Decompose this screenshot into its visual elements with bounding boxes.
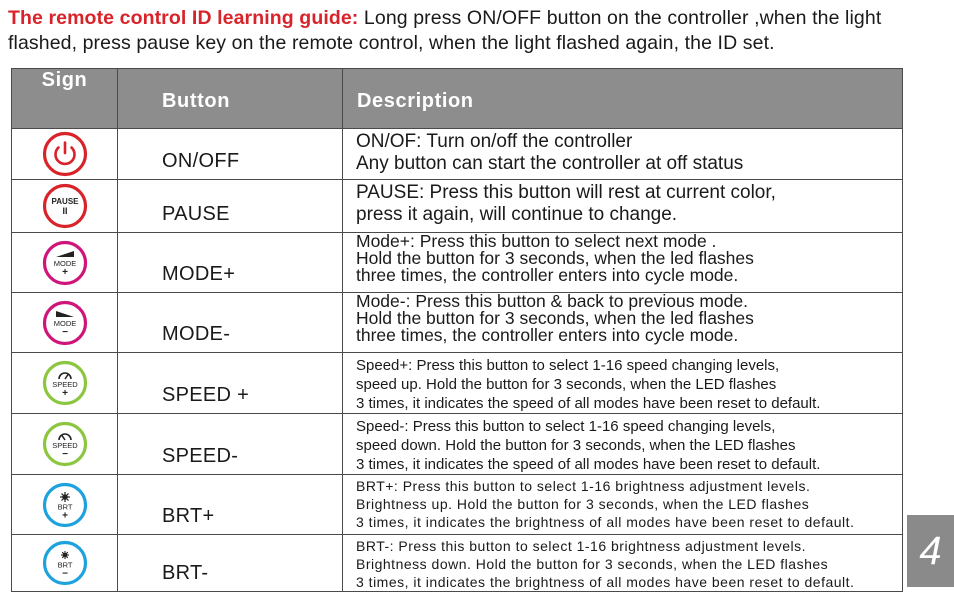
brt-minus-icon-sun: [61, 551, 69, 559]
description-line: 3 times, it indicates the speed of all modes have been reset to default.: [356, 456, 821, 473]
description-line: Hold the button for 3 seconds, when the led flashes: [356, 248, 754, 268]
brt-minus-icon-label: BRT: [57, 560, 72, 570]
header-sign: Sign: [12, 69, 118, 129]
table-row: [12, 180, 903, 233]
description-line: press it again, will continue to change.: [356, 204, 678, 225]
speed-plus-icon-label: SPEED: [51, 380, 78, 389]
brt-minus-icon: [42, 540, 88, 586]
sign-cell: [12, 353, 118, 414]
intro-text: Long press ON/OFF button on the controller ,when the light flashed, press pause key on the remote control, when the light flashed again, the ID set.: [8, 7, 882, 54]
button-name: PAUSE: [118, 180, 343, 233]
description-line: three times, the controller enters into cycle mode.: [356, 325, 739, 345]
speed-plus-icon-sign: +: [61, 388, 68, 399]
brt-plus-icon-label: BRT: [57, 502, 72, 511]
table-row: [12, 233, 903, 293]
description-line: BRT+: Press this button to select 1-16 brightness adjustment levels.: [356, 478, 811, 494]
button-name: MODE+: [118, 233, 343, 293]
description-line: 3 times, it indicates the speed of all modes have been reset to default.: [356, 395, 821, 412]
mode-plus-icon-label: MODE: [53, 258, 76, 268]
description-cell: [343, 233, 903, 293]
description-line: Mode-: Press this button & back to previous mode.: [356, 291, 748, 311]
speed-minus-icon-label: SPEED: [51, 441, 78, 450]
brt-minus-icon-sign: −: [61, 568, 68, 580]
description-line: three times, the controller enters into cycle mode.: [356, 265, 739, 285]
button-name: SPEED +: [118, 353, 343, 414]
mode-minus-icon: [42, 300, 88, 346]
table-row: [12, 535, 903, 592]
mode-minus-icon-sign: −: [61, 326, 68, 338]
sign-cell: [12, 233, 118, 293]
pause-icon-label: PAUSE: [51, 197, 78, 206]
sign-cell: [12, 180, 118, 233]
description-line: BRT-: Press this button to select 1-16 brightness adjustment levels.: [356, 538, 807, 554]
description-line: Hold the button for 3 seconds, when the led flashes: [356, 308, 754, 328]
description-line: Any button can start the controller at off status: [356, 153, 744, 174]
pause-icon-bars: II: [61, 206, 68, 216]
mode-plus-icon: [42, 240, 88, 286]
button-name: BRT+: [118, 475, 343, 535]
sign-cell: [12, 535, 118, 592]
description-cell: [343, 475, 903, 535]
intro-heading: The remote control ID learning guide:: [8, 7, 359, 29]
mode-plus-icon-sign: +: [61, 266, 68, 278]
description-cell: [343, 293, 903, 353]
pause-icon: [42, 183, 88, 229]
description-cell: [343, 129, 903, 180]
description-cell: [343, 535, 903, 592]
button-name: ON/OFF: [118, 129, 343, 180]
brt-plus-icon-sun: [60, 492, 70, 502]
table-row: [12, 129, 903, 180]
description-cell: [343, 353, 903, 414]
speed-minus-icon: [42, 421, 88, 467]
description-line: PAUSE: Press this button will rest at current color,: [356, 182, 776, 203]
table-row: [12, 293, 903, 353]
description-line: Brightness down. Hold the button for 3 seconds, when the LED flashes: [356, 556, 829, 572]
header-button: Button: [118, 69, 343, 129]
button-name: BRT-: [118, 535, 343, 592]
speed-minus-icon-sign: −: [61, 449, 68, 460]
table-header-row: [12, 69, 903, 129]
description-line: 3 times, it indicates the brightness of all modes have been reset to default.: [356, 514, 855, 530]
sign-cell: [12, 293, 118, 353]
description-line: speed down. Hold the button for 3 seconds, when the LED flashes: [356, 437, 796, 454]
button-name: SPEED-: [118, 414, 343, 475]
intro-paragraph: [8, 6, 952, 56]
power-icon: [42, 131, 88, 177]
description-line: Speed-: Press this button to select 1-16 speed changing levels,: [356, 418, 776, 435]
button-name: MODE-: [118, 293, 343, 353]
sign-cell: [12, 414, 118, 475]
brt-plus-icon-sign: +: [61, 510, 68, 521]
brt-plus-icon: [42, 482, 88, 528]
description-line: speed up. Hold the button for 3 seconds, when the LED flashes: [356, 376, 777, 393]
sign-cell: [12, 129, 118, 180]
remote-guide-table: [11, 68, 903, 592]
speed-plus-icon: [42, 360, 88, 406]
table-row: [12, 414, 903, 475]
description-cell: [343, 180, 903, 233]
header-description: Description: [343, 69, 903, 129]
description-line: Brightness up. Hold the button for 3 seconds, when the LED flashes: [356, 496, 810, 512]
sign-cell: [12, 475, 118, 535]
description-cell: [343, 414, 903, 475]
description-line: 3 times, it indicates the brightness of all modes have been reset to default.: [356, 574, 855, 590]
table-row: [12, 475, 903, 535]
mode-minus-icon-label: MODE: [53, 318, 76, 328]
table-row: [12, 353, 903, 414]
description-line: Mode+: Press this button to select next mode .: [356, 231, 717, 251]
page-number: 4: [907, 515, 954, 587]
description-line: ON/OF: Turn on/off the controller: [356, 131, 633, 152]
description-line: Speed+: Press this button to select 1-16 speed changing levels,: [356, 357, 780, 374]
